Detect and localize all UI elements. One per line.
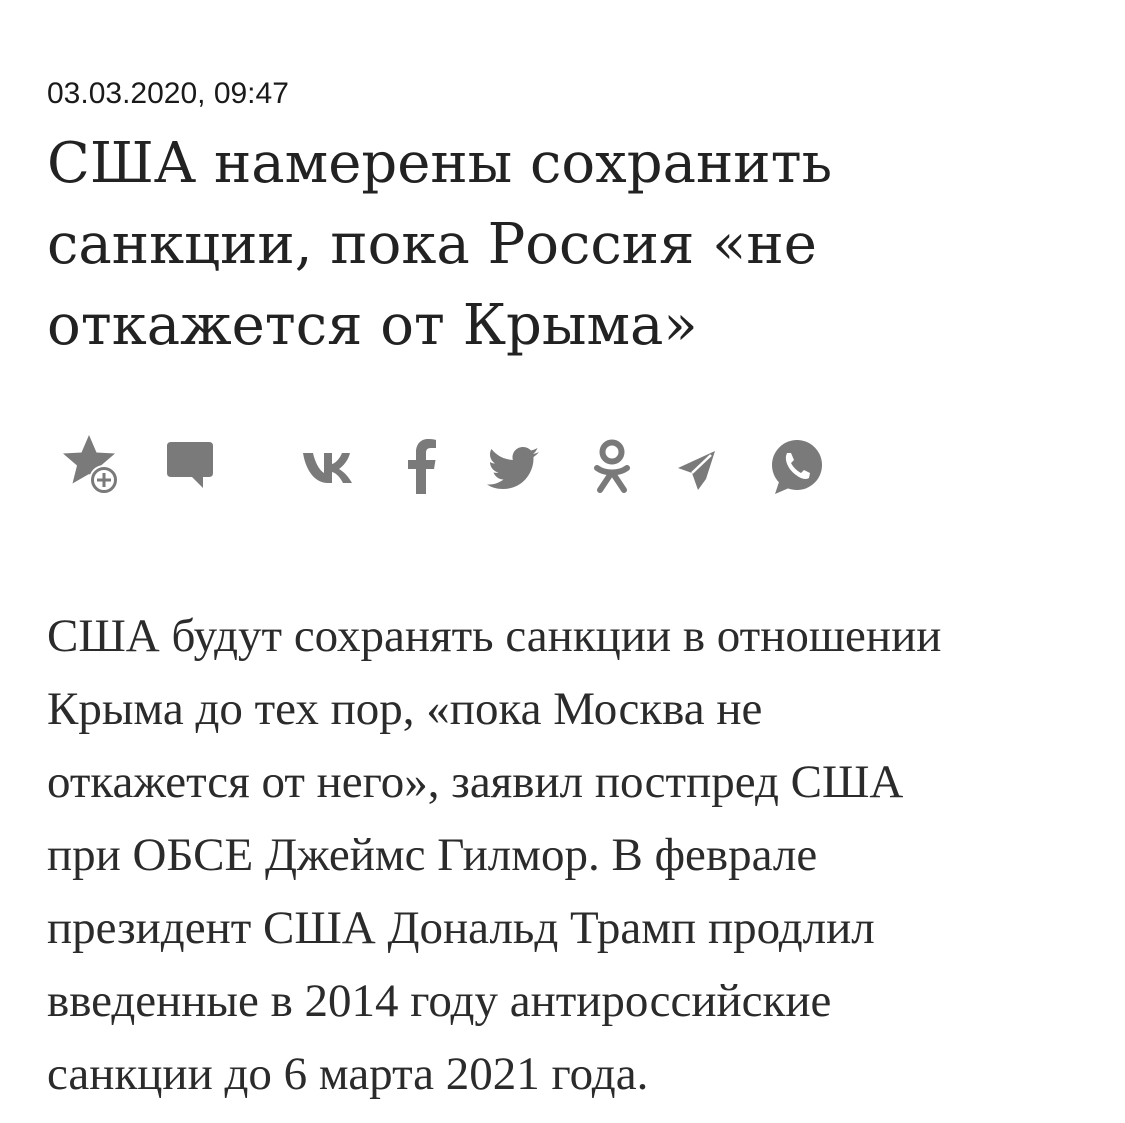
facebook-icon[interactable] bbox=[404, 432, 440, 502]
body-line: при ОБСЕ Джеймс Гилмор. В феврале bbox=[47, 829, 818, 881]
article-headline bbox=[47, 123, 1047, 366]
article-body bbox=[47, 600, 1087, 1111]
body-line: санкции до 6 марта 2021 года. bbox=[47, 1048, 649, 1100]
headline-line: США намерены сохранить bbox=[47, 131, 833, 196]
body-line: президент США Дональд Трамп продлил bbox=[47, 902, 875, 954]
body-line: США будут сохранять санкции в отношении bbox=[47, 610, 942, 662]
twitter-icon[interactable] bbox=[487, 432, 543, 502]
body-line: откажется от него», заявил постпред США bbox=[47, 756, 904, 808]
vk-icon[interactable] bbox=[300, 432, 356, 502]
publish-timestamp: 03.03.2020, 09:47 bbox=[47, 77, 289, 110]
favorite-add-icon[interactable] bbox=[61, 432, 123, 502]
share-bar bbox=[47, 432, 947, 502]
comment-icon[interactable] bbox=[163, 432, 217, 502]
whatsapp-icon[interactable] bbox=[767, 432, 825, 502]
headline-line: откажется от Крыма» bbox=[47, 293, 698, 358]
odnoklassniki-icon[interactable] bbox=[592, 432, 632, 502]
body-line: введенные в 2014 году антироссийские bbox=[47, 975, 832, 1027]
headline-line: санкции, пока Россия «не bbox=[47, 212, 817, 277]
body-line: Крыма до тех пор, «пока Москва не bbox=[47, 683, 763, 735]
telegram-icon[interactable] bbox=[675, 432, 719, 502]
